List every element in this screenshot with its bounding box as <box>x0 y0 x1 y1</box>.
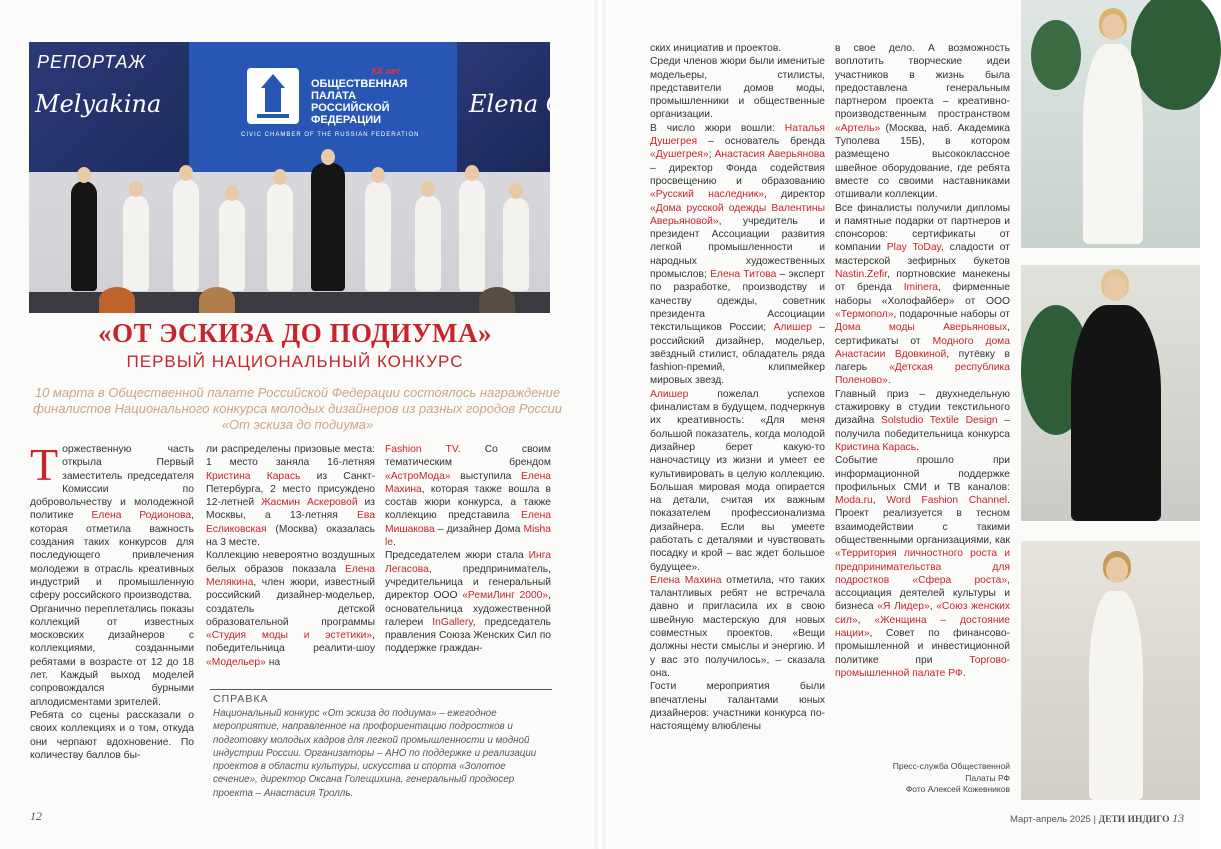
paragraph: . Проект реализуется в тесном взаимодействии с такими общественными организациями, как <box>835 495 1010 546</box>
paragraph: оржественную часть открыла Первый заместитель председателя Комиссии по добровольчеству и молодежной политике <box>30 444 194 522</box>
person-name: Елена Махина <box>650 574 722 586</box>
company-name: «РемиЛинг 2000» <box>462 590 549 602</box>
paragraph: Главный приз – двухнедельную стажировку в студии текстильного дизайна <box>835 388 1010 427</box>
chamber-name-en: CIVIC CHAMBER OF THE RUSSIAN FEDERATION <box>241 132 420 138</box>
paragraph: – получила победительница конкурса <box>835 415 1011 440</box>
paragraph: Гости мероприятия были впечатлены талантами юных дизайнеров: участники конкурса по-настоящему влюблены <box>650 681 825 733</box>
page-number-left: 12 <box>30 809 42 823</box>
paragraph: Органично переплетались показы коллекций от известных московских дизайнеров с коллекциями, созданными ребятами в возрасте от 12 до 18 лет. Каждый выход моделей сопровождался бурными аплодисментами зрителей. <box>30 603 194 708</box>
channel-name: Fashion TV <box>385 444 458 455</box>
paragraph: – российский дизайнер, модельер, звёздный стилист, обладатель ряда fashion-премий, клипмейкер мировых звезд. <box>650 322 825 387</box>
paragraph: , член жюри, известный российский дизайнер-модельер, создатель детской образовательной программы <box>206 576 375 628</box>
designer-figure <box>311 163 345 291</box>
paragraph: , которая также вошла в состав жюри конкурса, а также коллекцию представила <box>385 483 551 522</box>
credit-line: Пресс-служба Общественной <box>892 761 1010 771</box>
company-name: Play ToDay <box>886 242 941 254</box>
paragraph: из Санкт-Петербурга, 2 место присуждено 12-летней <box>206 470 375 509</box>
paragraph: на <box>265 656 281 668</box>
person-name: Елена Мелякина <box>206 563 375 588</box>
paragraph: – дизайнер Дома <box>434 523 524 535</box>
paragraph: , <box>929 601 937 613</box>
org-name: «Женщина – достояние нации» <box>835 614 1010 640</box>
section-tag: РЕПОРТАЖ <box>37 52 146 72</box>
model-figure <box>459 179 485 291</box>
paragraph: Ребята со сцены рассказали о своих коллекциях и о том, откуда они черпают вдохновение. По количеству баллов бы- <box>30 709 194 761</box>
text-column-4 <box>650 42 825 802</box>
chamber-name: ОБЩЕСТВЕННАЯ ПАЛАТА РОССИЙСКОЙ ФЕДЕРАЦИИ <box>311 78 408 126</box>
paragraph: , портновские манекены от бренда <box>835 269 1010 294</box>
person-name: Анастасия Аверьянова <box>714 149 825 161</box>
hero-photo <box>29 42 565 313</box>
drop-cap: Т <box>30 439 59 490</box>
paragraph: . <box>916 441 919 453</box>
audience-head <box>479 287 515 313</box>
paragraph: Председателем жюри стала <box>385 550 529 562</box>
org-name: «Я Лидер» <box>877 601 930 613</box>
program-name: «Студия моды и эстетики» <box>206 630 373 642</box>
paragraph: . <box>887 375 891 387</box>
show-name: «Модельер» <box>206 656 266 668</box>
fund-name: «Русский наследник» <box>650 189 764 201</box>
org-name: «Союз женских сил» <box>835 601 1010 626</box>
paragraph: , победительница реалити-шоу <box>206 630 375 655</box>
person-name: Инга Легасова <box>385 550 551 575</box>
paragraph: , подарочные наборы от <box>893 308 1010 320</box>
house-name: Дома моды Аверьяновых <box>835 322 1008 334</box>
paragraph: ских инициатив и проектов. <box>650 43 782 54</box>
paragraph: Среди членов жюри были именитые модельеры, стилисты, представители домов моды, промышленники и общественные организации. <box>650 56 825 121</box>
paragraph: , сертификаты от <box>835 322 1010 347</box>
paragraph: В число жюри вошли: <box>650 122 785 134</box>
paragraph: – основатель бренда <box>697 136 825 148</box>
model-figure <box>267 183 293 291</box>
brand-name: Iminera <box>903 282 939 294</box>
paragraph: . Со своим тематическим брендом <box>385 444 551 469</box>
page-number-right: 13 <box>1172 811 1185 825</box>
text-column-2 <box>206 443 375 686</box>
brand-name: «Душегрея» <box>650 149 709 161</box>
person-name: Кристина Карась <box>835 441 917 453</box>
paragraph: (Москва, наб. Академика Туполева 15Б), в котором размещено высококлассное швейное оборудование, где ребята вместе со своими наставниками отшивали коллекции. <box>835 122 1010 201</box>
credit-line: Палаты РФ <box>965 772 1010 783</box>
paragraph: , путёвку в лагерь <box>835 348 1010 374</box>
photo-model-lace-dress <box>1021 541 1200 800</box>
info-box-heading: СПРАВКА <box>213 693 269 705</box>
chamber-emblem-icon <box>247 68 299 124</box>
model-figure <box>173 179 199 291</box>
paragraph: , учредитель и президент Ассоциации развития легкой промышленности и народных художественных промыслов; <box>650 215 825 281</box>
audience-head <box>199 287 235 313</box>
brand-name: Misha le <box>385 523 551 549</box>
chamber-years: XX лет <box>371 66 401 76</box>
paragraph: . <box>393 537 396 549</box>
model-figure <box>365 181 391 291</box>
paragraph: – эксперт по разработке, производству и качеству одежды, советник президента Ассоциации текстильщиков России; <box>650 269 825 334</box>
paragraph: ; <box>708 149 715 161</box>
photo-model-white-dress <box>1021 0 1200 248</box>
credit-line: Фото Алексей Кожевников <box>905 784 1010 794</box>
person-name: Елена Родионова <box>91 510 192 522</box>
paragraph: выступила <box>450 470 521 482</box>
paragraph: , основательница художественной галереи <box>385 590 551 628</box>
text-column-3 <box>385 443 551 686</box>
paragraph: , <box>857 614 875 626</box>
banner-script-left: Melyakina <box>35 90 162 118</box>
media-name: Word Fashion Channel <box>886 495 1008 507</box>
paragraph: , <box>872 495 887 507</box>
model-figure <box>503 197 529 291</box>
media-name: Moda.ru <box>835 495 873 507</box>
paragraph: , директор <box>763 189 825 201</box>
model-figure <box>123 195 149 291</box>
paragraph: в свое дело. А возможность воплотить творческие идеи участников в жизнь была предоставлена генеральным партнером проекта – креативно-производственным пространством <box>835 43 1010 121</box>
paragraph: ли распределены призовые места: 1 место заняла 16-летняя <box>206 444 375 469</box>
paragraph: , сладости от мастерской зефирных букетов <box>835 242 1010 267</box>
photo-credits <box>850 761 1010 796</box>
company-name: «Термопол» <box>835 308 894 320</box>
house-name: «Дома русской одежды Валентины Аверьяновой» <box>650 202 825 227</box>
person-name: Елена Титова <box>710 269 777 281</box>
person-name: Алишер <box>650 388 689 400</box>
person-name: Елена Махина <box>385 470 551 495</box>
house-name: Модного дома Анастасии Вдовкиной <box>835 335 1010 360</box>
photo-model-black-dress <box>1021 265 1200 521</box>
org-name: Торгово-промышленной палате РФ <box>835 654 1010 679</box>
model-figure <box>71 181 97 291</box>
text-column-5 <box>835 42 1010 762</box>
paragraph: – директор Фонда содействия просвещению и образованию <box>650 162 825 187</box>
paragraph: Коллекцию невероятно воздушных белых образов показала <box>206 550 375 575</box>
paragraph: Событие прошло при информационной поддержке профильных СМИ и ТВ каналов: <box>835 455 1010 493</box>
article-subtitle: ПЕРВЫЙ НАЦИОНАЛЬНЫЙ КОНКУРС <box>126 352 464 371</box>
running-footer <box>1010 811 1184 826</box>
paragraph: (Москва) оказалась на 3 месте. <box>206 523 375 549</box>
info-box <box>210 689 552 798</box>
paragraph: , Совет по финансово-промышленной и инвестиционной политике при <box>835 628 1010 666</box>
person-name: Жасмин Аскеровой <box>261 497 358 509</box>
issue-date: Март-апрель 2025 | <box>1010 814 1096 825</box>
article-lead: 10 марта в Общественной палате Российской Федерации состоялось награждение финалистов Национального конкурса молодых дизайнеров из разных городов России «От эскиза до подиума» <box>32 385 563 432</box>
article-title: «ОТ ЭСКИЗА ДО ПОДИУМА» <box>97 318 492 348</box>
company-name: «Артель» <box>835 122 881 134</box>
model-figure <box>415 195 441 291</box>
paragraph: , ассоциация деятелей культуры и бизнеса <box>835 574 1010 613</box>
person-name: Кристина Карась <box>206 470 301 482</box>
page-gutter <box>595 0 605 849</box>
person-name: Наталья Душегрея <box>650 122 825 148</box>
info-box-body: Национальный конкурс «От эскиза до подиума» – ежегодное мероприятие, направленное на профориентацию подростков и подготовку молодых кадров для легкой промышленности и модной индустрии России. Организаторы – АНО по поддержке и реализации проектов в области культуры, искусства и спорта «Золотое сечение», директор Оксана Голещихина, генеральный продюсер проекта – Анастасия Тролль. <box>213 708 537 799</box>
studio-name: Solstudio Textile Design <box>881 415 998 427</box>
paragraph: отметила, что таких талантливых ребят не встречала давно и пригласила их в свою швейную мастерскую для новых совместных проектов. «Вещи должны нести смыслы и энергию. И у вас это получилось», – сказала она. <box>650 574 825 679</box>
org-name: «Территория личностного роста и предпринимательства для подростков «Сфера роста» <box>835 548 1010 586</box>
gallery-name: InGallery <box>432 616 473 628</box>
magazine-name: ДЕТИ ИНДИГО <box>1098 815 1170 825</box>
paragraph: , председатель правления Союза Женских Сил по поддержке граждан- <box>385 616 551 655</box>
camp-name: «Детская республика Поленово» <box>835 362 1010 387</box>
paragraph: из Москвы, а 13-летняя <box>206 497 375 522</box>
audience-head <box>99 287 135 313</box>
banner-script-right: Elena C <box>469 90 565 118</box>
text-column-1 <box>30 439 194 803</box>
paragraph: , фирменные наборы «Холофайбер» от ООО <box>835 282 1010 307</box>
model-figure <box>219 199 245 291</box>
person-name: Алишер <box>773 322 812 334</box>
paragraph: , предприниматель, учредительница и генеральный директор ООО <box>385 563 551 602</box>
person-name: Ева Есликовская <box>206 510 375 535</box>
paragraph: Все финалисты получили дипломы и памятные подарки от партнеров и спонсоров: сертификаты от компании <box>835 202 1010 254</box>
paragraph: пожелал успехов финалистам в будущем, подчеркнув их креативность: «Для меня большой показатель, когда молодой дизайнер берет какую-то наночастицу из жизни и умеет ее культивировать в целую коллекцию. Большая мировая мода опирается на детали, считая их важным показателем профессионализма дизайнера. Если вы умеете работать с деталями и чувствовать посадку и крой – вас ждет большое будущее». <box>650 388 825 573</box>
brand-name: «АстроМода» <box>385 470 451 482</box>
paragraph: , которая отметила важность создания таких конкурсов для последующего привлечения молодежи в отрасль креативных индустрий и промышленную сферу российского производства. <box>30 510 194 602</box>
paragraph: . <box>962 667 966 679</box>
company-name: Nastin.Zefir <box>835 269 888 281</box>
person-name: Елена Мишакова <box>385 510 551 535</box>
